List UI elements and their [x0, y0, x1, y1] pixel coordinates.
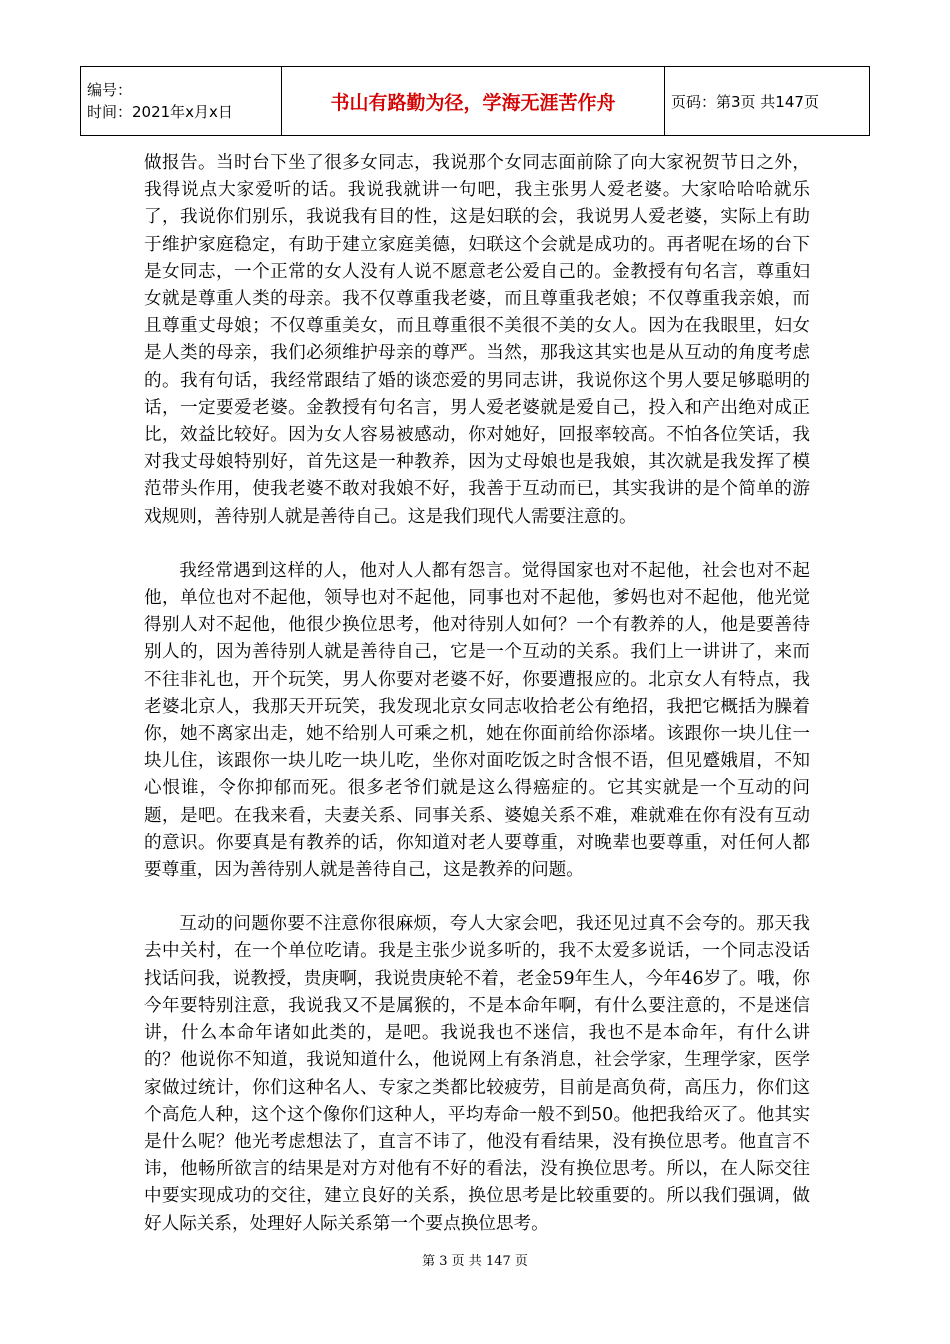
header-meta: [81, 67, 282, 136]
document-number: 编号：: [87, 81, 133, 99]
header-page-number: 页码：第3页 共147页: [665, 67, 870, 136]
paragraph: 我经常遇到这样的人，他对人人都有怨言。觉得国家也对不起他，社会也对不起他，单位也对不起他，领导也对不起他，同事也对不起他，爹妈也对不起他，他光觉得别人对不起他，他很少换位思考，他对待别人如何？一个有教养的人，他是要善待别人的，因为善待别人就是善待自己，它是一个互动的关系。我们上一讲讲了，来而不往非礼也，开个玩笑，男人你要对老婆不好，你要遭报应的。北京女人有特点，我老婆北京人，我那天开玩笑，我发现北京女同志收拾老公有绝招，我把它概括为臊着你，她不离家出走，她不给别人可乘之机，她在你面前给你添堵。该跟你一块儿住一块儿住，该跟你一块儿吃一块儿吃，坐你对面吃饭之时含恨不语，但见蹙娥眉，不知心恨谁，令你抑郁而死。很多老爷们就是这么得癌症的。它其实就是一个互动的问题，是吧。在我来看，夫妻关系、同事关系、婆媳关系不难，难就难在你有没有互动的意识。你要真是有教养的话，你知道对老人要尊重，对晚辈也要尊重，对任何人都要尊重，因为善待别人就是善待自己，这是教养的问题。: [144, 560, 810, 881]
paragraph: 做报告。当时台下坐了很多女同志，我说那个女同志面前除了向大家祝贺节日之外，我得说点大家爱听的话。我说我就讲一句吧，我主张男人爱老婆。大家哈哈哈就乐了，我说你们别乐，我说我有目的性，这是妇联的会，我说男人爱老婆，实际上有助于维护家庭稳定，有助于建立家庭美德，妇联这个会就是成功的。再者呢在场的台下是女同志，一个正常的女人没有人说不愿意老公爱自己的。金教授有句名言，尊重妇女就是尊重人类的母亲。我不仅尊重我老婆，而且尊重我老娘；不仅尊重我亲娘，而且尊重丈母娘；不仅尊重美女，而且尊重很不美很不美的女人。因为在我眼里，妇女是人类的母亲，我们必须维护母亲的尊严。当然，那我这其实也是从互动的角度考虑的。我有句话，我经常跟结了婚的谈恋爱的男同志讲，我说你这个男人要足够聪明的话，一定要爱老婆。金教授有句名言，男人爱老婆就是爱自己，投入和产出绝对成正比，效益比较好。因为女人容易被感动，你对她好，回报率较高。不怕各位笑话，我对我丈母娘特别好，首先这是一种教养，因为丈母娘也是我娘，其次就是我发挥了模范带头作用，使我老婆不敢对我娘不好，我善于互动而已，其实我讲的是个简单的游戏规则，善待别人就是善待自己。这是我们现代人需要注意的。: [144, 153, 810, 527]
page-footer: 第 3 页 共 147 页: [422, 1254, 528, 1269]
page-header: [80, 66, 870, 136]
document-date: 时间：2021年x月x日: [87, 103, 233, 121]
paragraph: 互动的问题你要不注意你很麻烦，夸人大家会吧，我还见过真不会夸的。那天我去中关村，在一个单位吃请。我是主张少说多听的，我不太爱多说话，一个同志没话找话问我，说教授，贵庚啊，我说贵庚轮不着，老金59年生人，今年46岁了。哦，你今年要特别注意，我说我又不是属猴的，不是本命年啊，有什么要注意的，不是迷信讲，什么本命年诸如此类的，是吧。我说我也不迷信，我也不是本命年，有什么讲的？他说你不知道，我说知道什么，他说网上有条消息，社会学家，生理学家，医学家做过统计，你们这种名人、专家之类都比较疲劳，目前是高负荷，高压力，你们这个高危人种，这个这个像你们这种人，平均寿命一般不到50。他把我给灭了。他其实是什么呢？他光考虑想法了，直言不讳了，他没有看结果，没有换位思考。他直言不讳，他畅所欲言的结果是对方对他有不好的看法，没有换位思考。所以，在人际交往中要实现成功的交往，建立良好的关系，换位思考是比较重要的。所以我们强调，做好人际关系，处理好人际关系第一个要点换位思考。: [144, 914, 810, 1234]
header-motto: 书山有路勤为径，学海无涯苦作舟: [282, 67, 665, 136]
document-body: [144, 150, 810, 1265]
